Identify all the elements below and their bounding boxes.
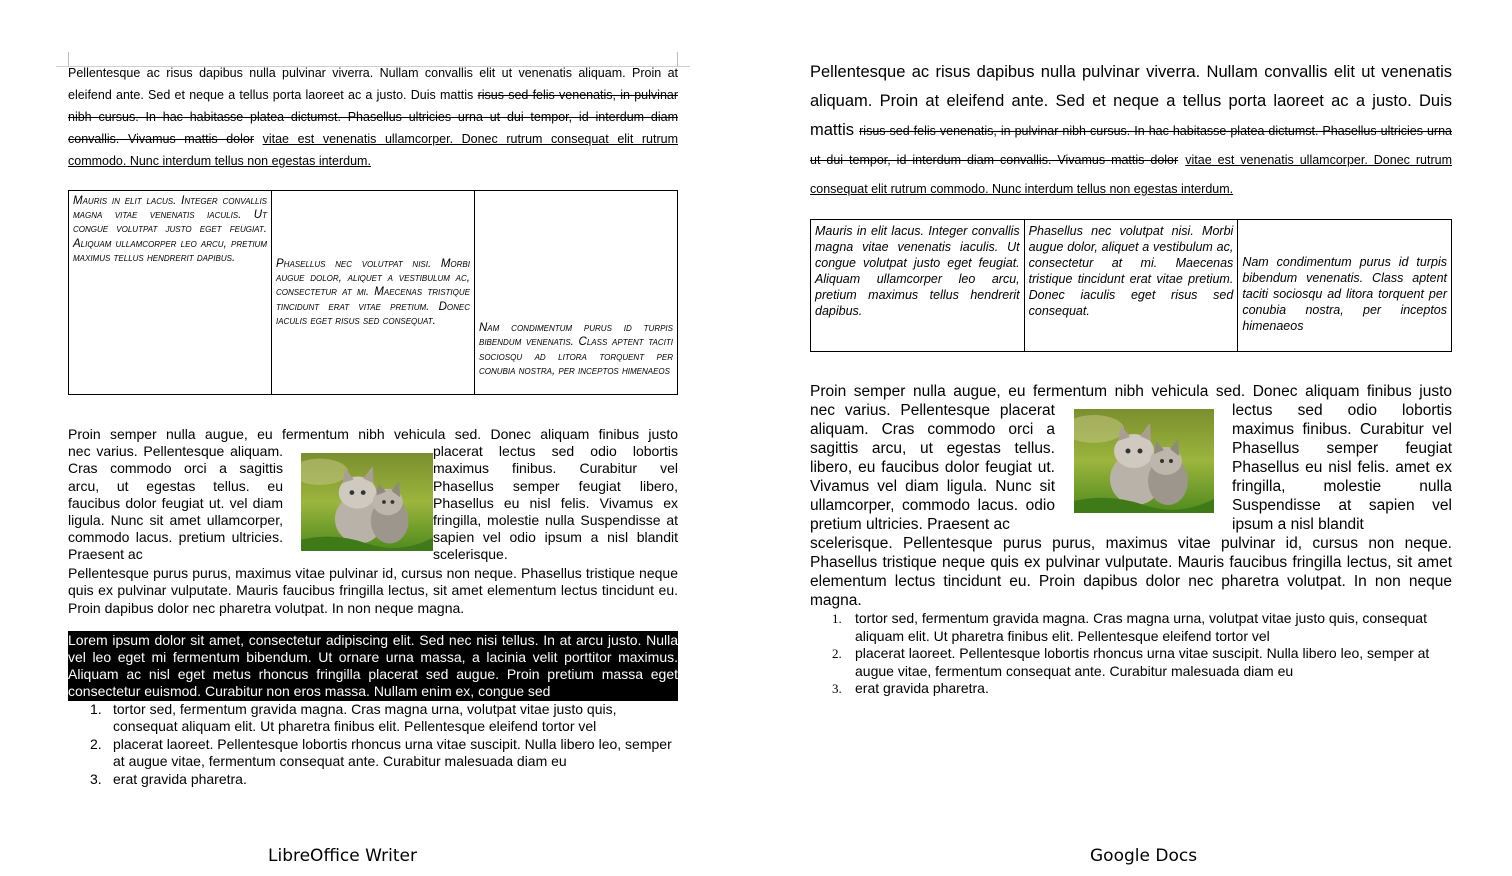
margin-guide-left xyxy=(68,52,69,66)
plain-text: Pellentesque ac risus dapibus nulla pulvinar viverra. Nullam convallis elit ut venenatis aliquam. Proin at eleifend ante. Sed et neque a tellus porta laoreet ac a justo. Duis mattis xyxy=(68,66,678,102)
kitten-photo-icon xyxy=(1074,409,1214,513)
list-item xyxy=(810,610,1452,645)
list-item-text: tortor sed, fermentum gravida magna. Cras magna urna, volutpat vitae justo quis, consequat aliquam elit. Ut pharetra finibus elit. Pellentesque eleifend tortor vel xyxy=(855,610,1427,644)
margin-guide-top xyxy=(56,66,690,67)
table-cell-2[interactable]: Phasellus nec volutpat nisi. Morbi augue dolor, aliquet a vestibulum ac, consectetur at mi. Maecenas tristique tincidunt erat vitae pretium. Donec iaculis eget risus sed consequat. xyxy=(1024,220,1238,352)
margin-guide-right xyxy=(677,52,678,66)
strikethrough-text: risus sed felis venenatis, in pulvinar nibh cursus. In hac habitasse platea dictumst. Phasellus ultricies urna ut dui tempor, id interdum diam convallis. Vivamus mattis dolor xyxy=(68,88,679,146)
gdocs-table xyxy=(810,219,1452,352)
list-item-text: erat gravida pharetra. xyxy=(113,770,247,787)
writer-numbered-list xyxy=(68,701,678,789)
wrap-text-left: nec varius. Pellentesque placerat aliquam. Cras commodo orci a sagittis arcu, ut egestas tellus. libero, eu faucibus dolor feugiat ut. Vivamus vel diam ligula. Nunc sit ullamcorper, commodo lacus. odio pretium ultricies. Praesent ac xyxy=(810,402,1055,533)
list-item xyxy=(810,680,1452,698)
underlined-text: vitae est venenatis ullamcorper. Donec rutrum consequat elit rutrum commodo. Nunc interdum tellus non egestas interdum. xyxy=(68,132,678,168)
list-number: 2. xyxy=(832,646,842,661)
table-cell-2[interactable]: Phasellus nec volutpat nisi. Morbi augue dolor, aliquet a vestibulum ac, consectetur at mi. Maecenas tristique tincidunt erat vitae pretium. Donec iaculis eget risus sed consequat. xyxy=(272,191,475,395)
table-cell-3[interactable]: Nam condimentum purus id turpis bibendum venenatis. Class aptent taciti sociosqu ad litora torquent per conubia nostra, per inceptos himenaeos xyxy=(1238,220,1452,352)
list-item xyxy=(68,771,678,789)
wrap-text-right: lectus sed odio lobortis maximus finibus. Curabitur vel Phasellus semper feugiat Phasellus eu nisl felis. amet ex fringilla, molestie nulla Suspendisse at sapien vel ipsum a nisl blandit xyxy=(1232,402,1452,533)
list-number: 3. xyxy=(832,681,842,696)
wrap-text-left: nec varius. Pellentesque aliquam. Cras commodo orci a sagittis arcu, ut egestas tellus. eu faucibus dolor feugiat ut. vel diam ligula. Nunc sit amet ullamcorper, commodo lacus. pretium ultricies. Praesent ac xyxy=(68,443,283,563)
writer-table xyxy=(68,190,678,395)
wrap-text-bottom: Pellentesque purus purus, maximus vitae pulvinar id, cursus non neque. Phasellus tristique neque quis ex pulvinar vulputate. Mauris faucibus fringilla lectus, sit amet elementum lectus tincidunt eu. Proin dapibus dolor nec pharetra volutpat. In non neque magna. xyxy=(68,565,678,616)
table-row xyxy=(69,191,678,395)
list-number: 1. xyxy=(90,700,102,717)
wrap-text-top: Proin semper nulla augue, eu fermentum nibh vehicula sed. Donec aliquam finibus justo xyxy=(810,383,1452,400)
list-item xyxy=(68,736,678,771)
google-docs-panel xyxy=(810,58,1452,698)
wrap-text-top: Proin semper nulla augue, eu fermentum nibh vehicula sed. Donec aliquam finibus justo xyxy=(68,426,678,442)
list-number: 1. xyxy=(832,611,842,626)
kitten-image[interactable] xyxy=(283,443,433,565)
list-item xyxy=(68,701,678,736)
gdocs-paragraph-2 xyxy=(810,382,1452,610)
caption-libreoffice-writer: LibreOffice Writer xyxy=(268,846,417,866)
kitten-photo-icon xyxy=(301,453,433,551)
gdocs-paragraph-1 xyxy=(810,58,1452,203)
writer-paragraph-1 xyxy=(68,52,678,172)
table-row xyxy=(811,220,1452,352)
list-item-text: placerat laoreet. Pellentesque lobortis rhoncus urna vitae suscipit. Nulla libero leo, semper at augue vitae, fermentum consequat ante. Curabitur malesuada diam eu xyxy=(113,735,672,770)
list-item xyxy=(810,645,1452,680)
underlined-text: vitae est venenatis ullamcorper. Donec rutrum consequat elit rutrum commodo. Nunc interdum tellus non egestas interdum. xyxy=(810,153,1452,196)
caption-google-docs: Google Docs xyxy=(1090,846,1198,866)
table-cell-1[interactable]: Mauris in elit lacus. Integer convallis magna vitae venenatis iaculis. Ut congue volutpat justo eget feugiat. Aliquam ullamcorper leo arcu, pretium maximus tellus hendrerit dapibus. xyxy=(811,220,1025,352)
list-item-text: tortor sed, fermentum gravida magna. Cras magna urna, volutpat vitae justo quis, consequat aliquam elit. Ut pharetra finibus elit. Pellentesque eleifend tortor vel xyxy=(113,700,617,735)
list-number: 2. xyxy=(90,735,102,752)
table-cell-1[interactable]: Mauris in elit lacus. Integer convallis magna vitae venenatis iaculis. Ut congue volutpat justo eget feugiat. Aliquam ullamcorper leo arcu, pretium maximus tellus hendrerit dapibus. xyxy=(69,191,272,395)
libreoffice-writer-panel xyxy=(68,52,678,788)
highlighted-paragraph: Lorem ipsum dolor sit amet, consectetur adipiscing elit. Sed nec nisi tellus. In at arcu justo. Nulla vel leo eget mi fermentum bibendum. Ut ornare urna massa, a lacinia velit porttitor maximus. Aliquam ac nisl eget metus rhoncus fringilla placerat sed augue. Proin pretium massa eget consectetur euismod. Curabitur non eros massa. Nullam enim ex, congue sed xyxy=(68,631,678,700)
kitten-image[interactable] xyxy=(1055,401,1232,521)
list-item-text: placerat laoreet. Pellentesque lobortis rhoncus urna vitae suscipit. Nulla libero leo, semper at augue vitae, fermentum consequat ante. Curabitur malesuada diam eu xyxy=(855,645,1430,679)
strikethrough-text: risus sed felis venenatis, in pulvinar nibh cursus. In hac habitasse platea dictumst. Phasellus ultricies urna ut dui tempor, id interdum diam convallis. Vivamus mattis dolor xyxy=(810,124,1452,167)
wrap-text-bottom: scelerisque. Pellentesque purus purus, maximus vitae pulvinar id, cursus non neque. Phasellus tristique neque quis ex pulvinar vulputate. Mauris faucibus fringilla lectus, sit amet elementum lectus tincidunt eu. Proin dapibus dolor nec pharetra volutpat. In non neque magna. xyxy=(810,535,1452,609)
writer-paragraph-2 xyxy=(68,426,678,617)
list-item-text: erat gravida pharetra. xyxy=(855,680,989,696)
gdocs-numbered-list xyxy=(810,610,1452,698)
table-cell-3[interactable]: Nam condimentum purus id turpis bibendum venenatis. Class aptent taciti sociosqu ad litora torquent per conubia nostra, per inceptos himenaeos xyxy=(475,191,678,395)
list-number: 3. xyxy=(90,770,102,787)
plain-text: Pellentesque ac risus dapibus nulla pulvinar viverra. Nullam convallis elit ut venenatis aliquam. Proin at eleifend ante. Sed et neque a tellus porta laoreet ac a justo. Duis mattis xyxy=(810,63,1452,139)
wrap-text-right: placerat lectus sed odio lobortis maximus finibus. Curabitur vel Phasellus semper feugiat libero, Phasellus eu nisl felis. Vivamus ex fringilla, molestie nulla Suspendisse at sapien vel odio ipsum a nisl blandit scelerisque. xyxy=(433,443,678,563)
